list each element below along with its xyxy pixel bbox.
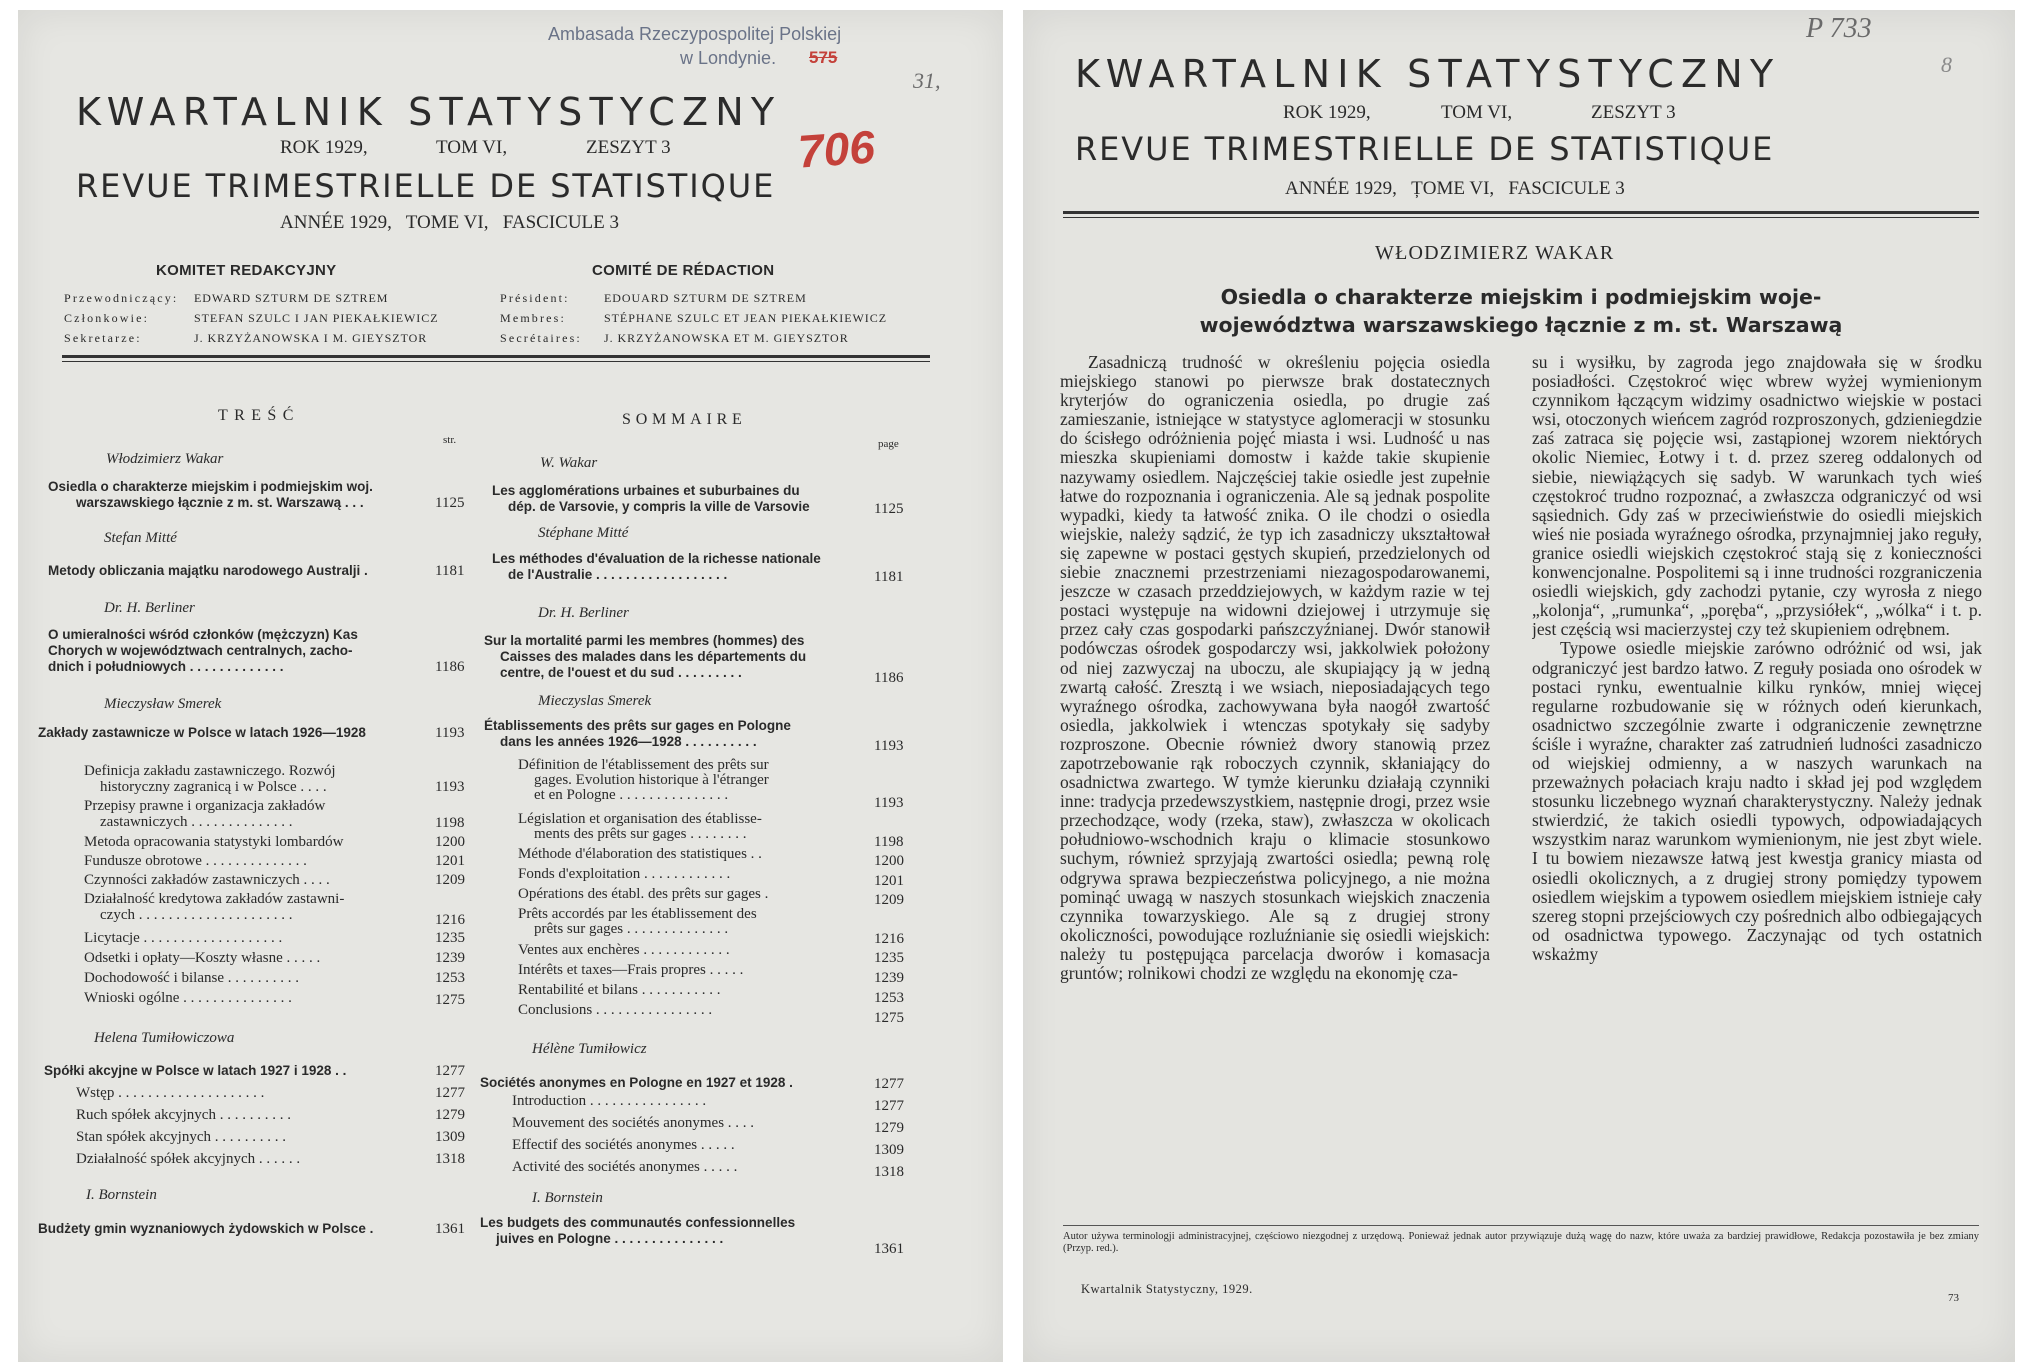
article-title-line-1: Osiedla o charakterze miejskim i podmiejskim woje- <box>1220 285 1822 309</box>
issue-rok: ROK 1929, <box>280 137 368 158</box>
toc-page-number: 1277 <box>874 1076 904 1092</box>
right-page-article <box>1023 10 2015 1362</box>
footer-page-number: 73 <box>1948 1292 1959 1304</box>
toc-page-number: 1209 <box>874 892 904 908</box>
toc-article-title: Budżety gmin wyznaniowych żydowskich w Polsce . <box>38 1221 374 1236</box>
article-paragraph: su i wysiłku, by zagroda jego znajdowała się w środku posiadłości. Częstokroć więc wbrew wyżej wymienionym czynnikom łączącym widzimy osadnictwo wiejskie w postaci wsi, otoczonych wieńcem zagród rozproszonych, gdzieniegdzie zaś zatraca się pojęcie wsi, zastąpionej wzorem niektórych okolic Niemiec, Łotwy i t. d. przez szereg oddalonych od siebie, niewiążących się sadyb. W warunkach tych wieś częstokroć trudno rozpoznać, a zwłaszcza odgraniczyć od wsi sąsiednich. Gdy zaś w przeciwieństwie do osiedli miejskich wieś nie posiada wyraźnego ośrodka, przynajmniej jako reguły, granice osiedli wiejskich częstokroć stają się z konieczności konwencjonalne. Pospolitemi są i inne trudności rozgraniczenia osiedli wiejskich, gdy zachodzi pytanie, czy wyrosła z niego „kolonja“, „rumunka“, „poręba“, „przysiółek“, „wólka“ i t. p. jest częścią wsi macierzystej czy też skupieniem odrębnem. <box>1532 353 1982 640</box>
toc-subsection: Définition de l'établissement des prêts sur <box>518 757 769 773</box>
toc-page-number: 1277 <box>435 1063 465 1079</box>
toc-page-number: 1181 <box>874 569 904 585</box>
toc-subsection: Effectif des sociétés anonymes . . . . . <box>512 1137 735 1153</box>
toc-article-title: Les méthodes d'évaluation de la richesse nationale <box>492 551 821 566</box>
toc-author: Mieczysław Smerek <box>104 696 222 712</box>
toc-article-title: Les budgets des communautés confessionnelles <box>480 1215 796 1230</box>
committee-fr-row: Président: EDOUARD SZTURM DE SZTREM <box>500 291 807 305</box>
footer-journal: Kwartalnik Statystyczny, 1929. <box>1081 1282 1253 1296</box>
toc-subsection: Licytacje . . . . . . . . . . . . . . . . . . . <box>84 930 283 946</box>
article-author: WŁODZIMIERZ WAKAR <box>1375 242 1615 264</box>
toc-subsection: Méthode d'élaboration des statistiques . . <box>518 846 762 862</box>
toc-subsection: Activité des sociétés anonymes . . . . . <box>512 1159 738 1175</box>
handwritten-ref: P 733 <box>1806 13 1872 44</box>
toc-page-number: 1193 <box>874 795 904 811</box>
toc-author: Stéphane Mitté <box>538 525 629 541</box>
toc-article-title: Spółki akcyjne w Polsce w latach 1927 i 1928 . . <box>44 1063 347 1078</box>
toc-article-title: Sociétés anonymes en Pologne en 1927 et 1928 . <box>480 1075 793 1090</box>
toc-article-title: warszawskiego łącznie z m. st. Warszawą . . . <box>76 495 364 510</box>
toc-page-number: 1253 <box>435 970 465 986</box>
toc-subsection: historyczny zagranicą i w Polsce . . . . <box>100 779 327 795</box>
article-column-right <box>1532 353 1982 1213</box>
toc-subsection: Mouvement des sociétés anonymes . . . . <box>512 1115 755 1131</box>
article-column-left <box>1060 353 1490 1213</box>
toc-subsection: Fundusze obrotowe . . . . . . . . . . . . . . <box>84 853 307 869</box>
toc-page-number: 1200 <box>435 834 465 850</box>
footnote-rule <box>1063 1225 1979 1226</box>
issue-fr: ANNÉE 1929, ȚOME VI, FASCICULE 3 <box>1285 178 1625 199</box>
toc-subsection: Odsetki i opłaty—Koszty własne . . . . . <box>84 950 321 966</box>
toc-author: Stefan Mitté <box>104 530 177 546</box>
toc-page-number: 1216 <box>874 931 904 947</box>
toc-page-number: 1253 <box>874 990 904 1006</box>
toc-page-number: 1275 <box>874 1010 904 1026</box>
toc-article-title: Chorych w województwach centralnych, zacho- <box>48 643 353 658</box>
toc-subsection: ments des prêts sur gages . . . . . . . . <box>534 826 747 842</box>
toc-author: Dr. H. Berliner <box>538 605 629 621</box>
toc-page-number: 1198 <box>874 834 904 850</box>
committee-pl-heading: KOMITET REDAKCYJNY <box>156 262 337 279</box>
toc-page-number: 1239 <box>874 970 904 986</box>
toc-author: Hélène Tumiłowicz <box>532 1041 647 1057</box>
toc-page-number: 1309 <box>874 1142 904 1158</box>
toc-subsection: gages. Evolution historique à l'étranger <box>534 772 769 788</box>
toc-subsection: czych . . . . . . . . . . . . . . . . . . . . . <box>100 907 293 923</box>
divider-thin <box>62 361 930 362</box>
toc-page-number: 1235 <box>435 930 465 946</box>
toc-author: I. Bornstein <box>86 1187 157 1203</box>
journal-title-pl: KWARTALNIK STATYSTYCZNY <box>76 90 782 134</box>
toc-article-title: de l'Australie . . . . . . . . . . . . . . . . . . <box>508 567 728 582</box>
toc-article-title: dnich i południowych . . . . . . . . . . . . . <box>48 659 284 674</box>
toc-subsection: Opérations des établ. des prêts sur gages . <box>518 886 769 902</box>
toc-subsection: Wstęp . . . . . . . . . . . . . . . . . . . . <box>76 1085 265 1101</box>
toc-page-number: 1277 <box>874 1098 904 1114</box>
stamp-crossed-number: 575 <box>809 48 838 67</box>
committee-pl-row: Sekretarze: J. KRZYŻANOWSKA I M. GIEYSZTOR <box>64 331 428 345</box>
committee-pl-row: Członkowie: STEFAN SZULC I JAN PIEKAŁKIEWICZ <box>64 311 439 325</box>
toc-article-title: Sur la mortalité parmi les membres (hommes) des <box>484 633 805 648</box>
journal-title-fr: REVUE TRIMESTRIELLE DE STATISTIQUE <box>76 167 776 205</box>
toc-subsection: Rentabilité et bilans . . . . . . . . . . . <box>518 982 721 998</box>
toc-article-title: dans les années 1926—1928 . . . . . . . . . . <box>500 734 757 749</box>
toc-page-number: 1186 <box>874 670 904 686</box>
toc-author: Mieczyslas Smerek <box>538 693 652 709</box>
toc-pl-page-label: str. <box>443 434 457 446</box>
toc-page-number: 1186 <box>435 659 465 675</box>
toc-article-title: Caisses des malades dans les départements du <box>500 649 807 664</box>
toc-article-title: dép. de Varsovie, y compris la ville de Varsovie <box>508 499 810 514</box>
toc-article-title: centre, de l'ouest et du sud . . . . . . . . . <box>500 665 742 680</box>
toc-page-number: 1279 <box>435 1107 465 1123</box>
toc-subsection: et en Pologne . . . . . . . . . . . . . . . <box>534 787 729 803</box>
divider-thin <box>1063 217 1979 218</box>
journal-title-pl: KWARTALNIK STATYSTYCZNY <box>1075 52 1781 96</box>
stamp-line-1: Ambasada Rzeczypospolitej Polskiej <box>548 24 842 44</box>
toc-page-number: 1309 <box>435 1129 465 1145</box>
toc-page-number: 1318 <box>435 1151 465 1167</box>
handwritten-8: 8 <box>1941 52 1952 77</box>
toc-article-title: Établissements des prêts sur gages en Pologne <box>484 718 791 733</box>
toc-subsection: Wnioski ogólne . . . . . . . . . . . . . . . <box>84 990 292 1006</box>
toc-page-number: 1193 <box>874 738 904 754</box>
issue-rok: ROK 1929, <box>1283 102 1371 123</box>
toc-page-number: 1193 <box>435 725 465 741</box>
toc-subsection: Ventes aux enchères . . . . . . . . . . . . <box>518 942 730 958</box>
journal-title-fr: REVUE TRIMESTRIELLE DE STATISTIQUE <box>1075 130 1775 168</box>
toc-fr-page-label: page <box>878 438 899 450</box>
toc-subsection: Działalność spółek akcyjnych . . . . . . <box>76 1151 301 1167</box>
divider-thick <box>1063 211 1979 214</box>
toc-page-number: 1209 <box>435 872 465 888</box>
toc-article-title: Zakłady zastawnicze w Polsce w latach 1926—1928 <box>38 725 366 740</box>
toc-subsection: Intérêts et taxes—Frais propres . . . . . <box>518 962 744 978</box>
toc-page-number: 1201 <box>874 873 904 889</box>
toc-subsection: Definicja zakładu zastawniczego. Rozwój <box>84 763 336 779</box>
footnote: Autor używa terminologji administracyjnej, częściowo niezgodnej z urzędową. Ponieważ jednak autor przywiązuje dużą wagę do nazw, które uważa za bardziej prawidłowe, Redakcja pozostawiła je bez zmiany (Przyp. red.). <box>1063 1231 1979 1254</box>
toc-article-title: juives en Pologne . . . . . . . . . . . . . . . <box>496 1231 724 1246</box>
toc-page-number: 1216 <box>435 912 465 928</box>
issue-zeszyt: ZESZYT 3 <box>586 137 671 158</box>
toc-page-number: 1193 <box>435 779 465 795</box>
stamp-line-2: w Londynie. <box>680 48 777 68</box>
toc-subsection: zastawniczych . . . . . . . . . . . . . . <box>100 814 293 830</box>
toc-fr-heading: SOMMAIRE <box>622 411 747 428</box>
article-paragraph: Typowe osiedle miejskie zarówno odróżnić od wsi, jak odgraniczyć jest bardzo łatwo. Z reguły posiada ono ośrodek w postaci rynku, ewentualnie kilku rynków, mniej więcej regularne rozbudowanie się w różnych odeń kierunkach, osadnictwo szczególnie zwarte i odgraniczenie zewnętrzne ściśle i wyraźne, charakter zaś zatrudnień ludności zasadniczo od wiejskiej odmienny, a w naszych warunkach na przeważnych połaciach kraju nadto i skład jej pod względem stosunku liczebnego wyznań charakterystyczny. Należy jednak stwierdzić, że takich osiedli typowych, odpowiadających wszystkim naraz warunkom wymienionym, nie jest zbyt wiele. I tu bowiem niezawsze łatwą jest kwestja granicy miasta od osiedli okolicznych, a z drugiej strony pomiędzy typowem osiedlem wiejskim a typowem osiedlem miejskiem istnieje cały szereg stopni przejściowych czy pośrednich albo odbiegających od osadnictwa typowego. Zaczynając od tych ostatnich wskażmy <box>1532 638 1982 964</box>
toc-page-number: 1181 <box>435 563 465 579</box>
issue-fr: ANNÉE 1929, TOME VI, FASCICULE 3 <box>280 212 620 233</box>
toc-pl-heading: TREŚĆ <box>218 407 300 424</box>
toc-subsection: Stan spółek akcyjnych . . . . . . . . . . <box>76 1129 286 1145</box>
toc-subsection: Conclusions . . . . . . . . . . . . . . . . <box>518 1002 713 1018</box>
issue-tom: TOM VI, <box>436 137 508 158</box>
toc-subsection: Ruch spółek akcyjnych . . . . . . . . . . <box>76 1107 291 1123</box>
toc-author: W. Wakar <box>540 455 598 471</box>
toc-author: I. Bornstein <box>532 1190 603 1206</box>
handwritten-31: 31, <box>913 68 941 93</box>
toc-article-title: Les agglomérations urbaines et suburbaines du <box>492 483 800 498</box>
toc-subsection: Metoda opracowania statystyki lombardów <box>84 834 344 850</box>
committee-fr-row: Secrétaires: J. KRZYŻANOWSKA ET M. GIEYSZTOR <box>500 331 849 345</box>
toc-subsection: prêts sur gages . . . . . . . . . . . . . . <box>534 921 729 937</box>
committee-pl-row: Przewodniczący: EDWARD SZTURM DE SZTREM <box>64 291 389 305</box>
toc-page-number: 1198 <box>435 815 465 831</box>
toc-page-number: 1361 <box>874 1241 904 1257</box>
toc-page-number: 1318 <box>874 1164 904 1180</box>
issue-zeszyt: ZESZYT 3 <box>1591 102 1676 123</box>
divider-thick <box>62 355 930 358</box>
toc-page-number: 1201 <box>435 853 465 869</box>
committee-fr-heading: COMITÉ DE RÉDACTION <box>592 262 775 279</box>
article-title-line-2: województwa warszawskiego łącznie z m. st. Warszawą <box>1199 313 1843 337</box>
toc-subsection: Prêts accordés par les établissement des <box>518 906 757 922</box>
toc-author: Włodzimierz Wakar <box>106 451 224 467</box>
toc-subsection: Przepisy prawne i organizacja zakładów <box>84 798 326 814</box>
toc-page-number: 1279 <box>874 1120 904 1136</box>
committee-fr-row: Membres: STÉPHANE SZULC ET JEAN PIEKAŁKIEWICZ <box>500 311 887 325</box>
toc-page-number: 1125 <box>435 495 465 511</box>
toc-article-title: Osiedla o charakterze miejskim i podmiejskim woj. <box>48 479 373 494</box>
toc-author: Dr. H. Berliner <box>104 600 195 616</box>
article-paragraph: Zasadniczą trudność w określeniu pojęcia osiedla miejskiego stanowi po pierwsze brak dostatecznych kryterjów do ograniczenia osiedla, po drugie zaś zamieszanie, istniejące w statystyce aglomeracji w stosunku do ścisłego odróżnienia pojęć miasta i wsi. Ludność u nas mieszka skupieniami domostw i każde takie skupienie nazywamy osiedlem. Najczęściej takie osiedle jest zupełnie łatwe do rozpoznania i ograniczenia. Ale są jednak pospolite wypadki, kiedy ta łatwość znika. O ile chodzi o osiedla wiejskie, należy sądzić, że typ ich zasadniczy ukształtował się zapewne w postaci gęstych skupień, przedzielonych od siebie znacznemi przestrzeniami niezagospodarowanemi, jeszcze w czasach przeddziejowych, w każdym razie w tej postaci występuje na widowni dziejowej i utrzymuje się przez cały czas gospodarki pańszczyźnianej. Dwór stanowił podówczas ośrodek gospodarczy wsi, jakkolwiek położony od niej zazwyczaj na uboczu, ale skupiający ją w jedną zwartą całość. Zresztą i we wsiach, nieposiadających tego wyraźnego ośrodka, zachowywana była naogół zwartość osiedla, jakkolwiek i wtenczas spotykały się sadyby rozproszone. Obecnie również dwory stanowią przez zapotrzebowanie rąk roboczych czynnik, skłaniający do osadnictwa zwartego. W tymże kierunku działają czynniki inne: tradycja przedewszystkiem, następnie drogi, przez wsie przechodzące, wody (rzeka, staw), zwłaszcza w okolicach południowo-wschodnich kraju o klimacie stosunkowo suchym, również sprzyjają zwartości osiedla; pewną rolę odgrywa sprawa bezpieczeństwa policyjnego, a nie można pominąć uwagą w naszych stosunkach wiejskich znaczenia czynnika towarzyskiego. Ale są z drugiej strony okoliczności, powodujące rozluźnianie się osiedli wiejskich: należy tu postępująca parcelacja dworów i komasacja gruntów; rolnikowi chodzi ze względu na ekonomję cza- <box>1060 353 1490 983</box>
toc-article-title: Metody obliczania majątku narodowego Australji . <box>48 563 368 578</box>
toc-subsection: Dochodowość i bilanse . . . . . . . . . . <box>84 970 299 986</box>
toc-page-number: 1235 <box>874 950 904 966</box>
toc-page-number: 1200 <box>874 853 904 869</box>
toc-subsection: Fonds d'exploitation . . . . . . . . . . . . <box>518 866 731 882</box>
toc-author: Helena Tumiłowiczowa <box>94 1030 235 1046</box>
toc-page-number: 1125 <box>874 501 904 517</box>
left-page-toc <box>18 10 1003 1362</box>
toc-subsection: Działalność kredytowa zakładów zastawni- <box>84 891 345 907</box>
toc-page-number: 1239 <box>435 950 465 966</box>
handwritten-706: 706 <box>796 120 877 178</box>
toc-subsection: Introduction . . . . . . . . . . . . . . . . <box>512 1093 707 1109</box>
issue-tom: TOM VI, <box>1441 102 1513 123</box>
toc-page-number: 1277 <box>435 1085 465 1101</box>
toc-page-number: 1361 <box>435 1221 465 1237</box>
toc-page-number: 1275 <box>435 992 465 1008</box>
toc-article-title: O umieralności wśród członków (mężczyzn) Kas <box>48 627 358 642</box>
toc-subsection: Législation et organisation des établisse- <box>518 811 762 827</box>
toc-subsection: Czynności zakładów zastawniczych . . . . <box>84 872 330 888</box>
